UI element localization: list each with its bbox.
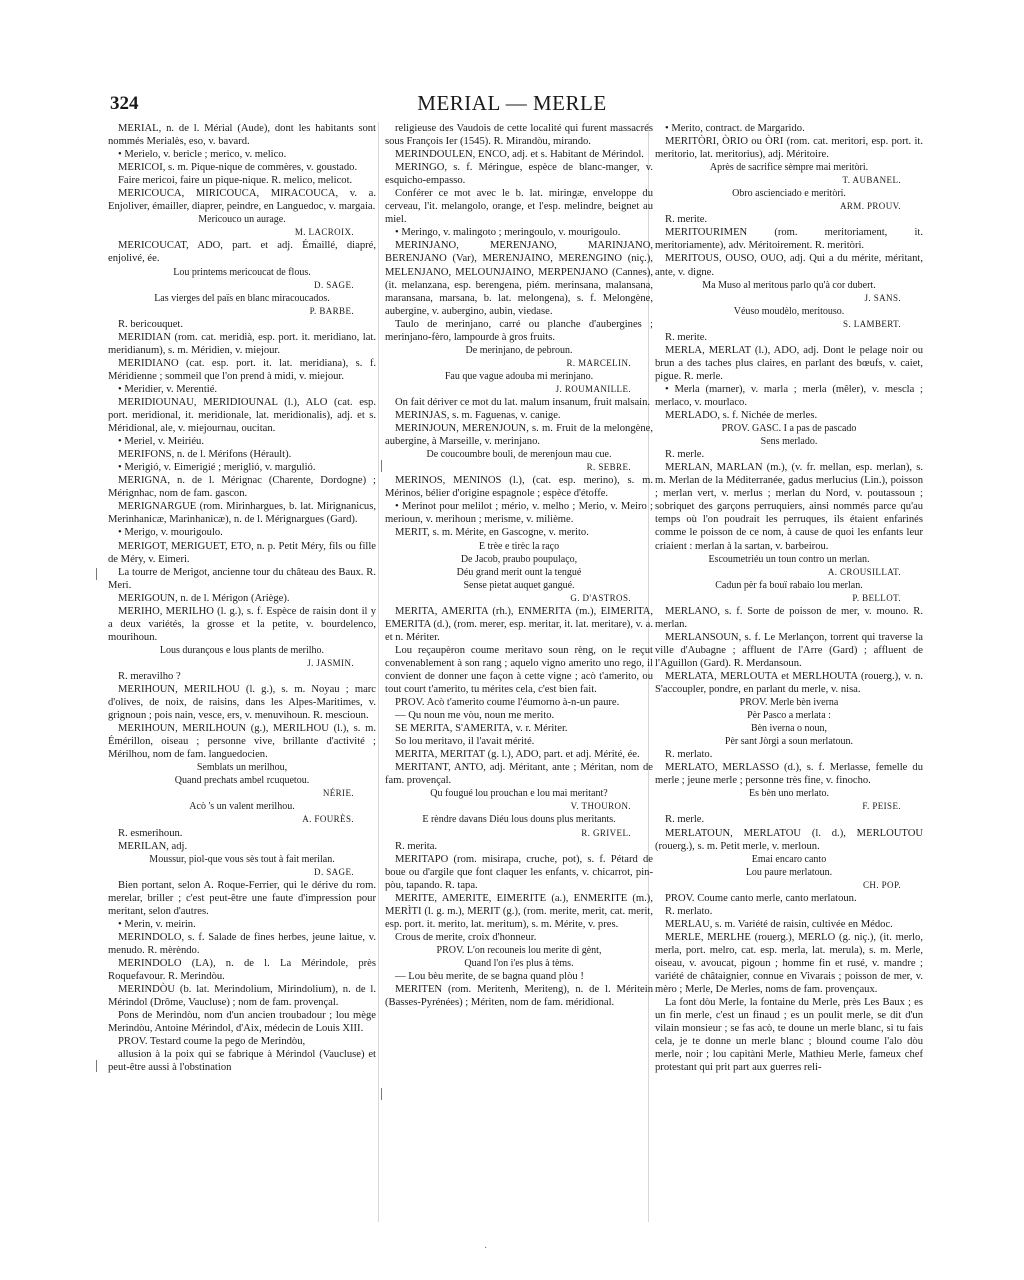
entry-paragraph: MERINGO, s. f. Méringue, espèce de blanc-manger, v. esquicho-empasso. bbox=[385, 162, 653, 187]
entry-paragraph: MERIGOT, MERIGUET, ETO, n. p. Petit Méry, fils ou fille de Méry, v. Eimeri. bbox=[108, 540, 376, 565]
entry-paragraph: On fait dériver ce mot du lat. malum insanum, fruit malsain. bbox=[395, 396, 651, 408]
page-header: MERIAL — MERLE bbox=[417, 91, 607, 115]
margin-mark bbox=[381, 1088, 382, 1100]
entry-paragraph: Obro ascienciado e meritòri. ARM. PROUV. bbox=[732, 188, 901, 212]
entry-paragraph: MERINJANO, MERENJANO, MARINJANO, BERENJANO (Var), MERENJAINO, MERENGINO (niç.), MELENJANO, MELOUNJAINO, MERPENJANO (Cannes), (it. melanzana, esp. berengena, piém. merinsana, malansana, maransana, marsana, b. lat. melongena), s. f. Melongène, aubergine, v. aubergino, aubin, viedase. bbox=[385, 240, 653, 317]
entry-paragraph: De coucoumbre bouli, de merenjoun mau cue. R. SEBRE. bbox=[426, 449, 631, 473]
entry-paragraph: Mericouco un aurage. M. LACROIX. bbox=[198, 214, 354, 238]
footer-mark: · bbox=[484, 1243, 488, 1254]
entry-paragraph: MERICOUCA, MIRICOUCA, MIRACOUCA, v. a. Enjoliver, émailler, diaprer, peindre, en Languedoc, v. margaia. bbox=[108, 188, 376, 213]
entry-paragraph: MERITE, AMERITE, EIMERITE (a.), ENMERITE (m.), MERÌTI (l. g. m.), MERIT (g.), (rom. merite, merit, cat. merit, esp. port. it. merito, lat. meritum), s. m. Mérite, v. pres. bbox=[385, 892, 653, 930]
entry-paragraph: MERINJAS, s. m. Faguenas, v. canige. bbox=[395, 410, 561, 422]
entry-paragraph: MERITOUS, OUSO, OUO, adj. Qui a du mérite, méritant, ante, v. digne. bbox=[655, 253, 923, 278]
entry-paragraph: • Meriel, v. Meiriéu. bbox=[118, 436, 204, 448]
entry-paragraph: Lou printems mericoucat de flous. D. SAGE. bbox=[173, 266, 354, 290]
entry-paragraph: Acò 's un valent merilhou. A. FOURÈS. bbox=[189, 801, 354, 825]
entry-paragraph: Las vierges del païs en blanc miracoucados. P. BARBE. bbox=[154, 292, 354, 316]
entry-paragraph: • Merla (marner), v. marla ; merla (mêler), v. mescla ; merlaco, v. mourlaco. bbox=[655, 383, 923, 408]
entry-paragraph: E trèe e tirèc la raço De Jacob, praubo poupulaço, Déu grand merit ount la tengué Sense pietat auquet gangué. G. D'ASTROS. bbox=[456, 540, 631, 603]
entry-paragraph: Crous de merite, croix d'honneur. bbox=[395, 931, 537, 943]
margin-mark bbox=[96, 568, 97, 580]
column-right bbox=[655, 122, 923, 1222]
entry-paragraph: MERINDOLO (LA), n. de l. La Mérindole, près Roquefavour. R. Merindòu. bbox=[108, 958, 376, 983]
entry-paragraph: Es bèn uno merlato. F. PEISE. bbox=[749, 788, 901, 812]
entry-paragraph: MERIDIANO (cat. esp. port. it. lat. meridiana), s. f. Méridienne ; sommeil que l'on prend à midi, v. miejour. bbox=[108, 357, 376, 382]
entry-paragraph: allusion à la poix qui se fabrique à Mérindol (Vaucluse) et peut-être aussi à l'obstination bbox=[108, 1049, 376, 1074]
entry-paragraph: MERIGNARGUE (rom. Mirinhargues, b. lat. Mirignanicus, Merinhanicæ, Marinhanicæ), n. de l. Mérignargues (Gard). bbox=[108, 501, 376, 526]
column-left bbox=[108, 122, 376, 1222]
entry-paragraph: E rèndre davans Diéu lous douns plus meritants. R. GRIVEL. bbox=[422, 814, 631, 838]
margin-mark bbox=[381, 460, 382, 472]
entry-paragraph: Semblats un merilhou, Quand prechats ambel rcuquetou. NÉRIE. bbox=[174, 762, 354, 799]
entry-paragraph: PROV. Testard coume la pego de Merindòu, bbox=[118, 1036, 306, 1048]
entry-paragraph: Bien portant, selon A. Roque-Ferrier, qui le dérive du rom. merelar, briller ; c'est peut-être une faute d'impression pour meritant, selon d'autres. bbox=[108, 879, 376, 917]
entry-paragraph: MERIHOUN, MERILHOU (l. g.), s. m. Noyau ; marc d'olives, de noix, de raisins, dans les Alpes-Maritimes, v. grignoun ; pois nain, vesce, ers, v. menuvihoun. R. mescioun. bbox=[108, 684, 376, 722]
entry-paragraph: MERIHO, MERILHO (l. g.), s. f. Espèce de raisin dont il y a deux variétés, la grosse et la petite, v. bourdelenco, mourihoun. bbox=[108, 605, 376, 643]
entry-paragraph: MERINJOUN, MERENJOUN, s. m. Fruit de la melongène, aubergine, à Marseille, v. merinjano. bbox=[385, 423, 653, 448]
entry-paragraph: Fau que vague adouba mi merinjano. J. ROUMANILLE. bbox=[444, 370, 631, 394]
entry-paragraph: Lous durançous e lous plants de merilho. J. JASMIN. bbox=[159, 644, 354, 668]
entry-paragraph: • Meringo, v. malingoto ; meringoulo, v. mourigoulo. bbox=[395, 227, 621, 239]
entry-paragraph: So lou meritavo, il l'avait mérité. bbox=[395, 736, 535, 748]
entry-paragraph: La tourre de Merigot, ancienne tour du château des Baux. R. Meri. bbox=[108, 566, 376, 591]
entry-paragraph: • Merigió, v. Eimerigié ; meriglió, v. margulió. bbox=[118, 462, 316, 474]
entry-paragraph: Après de sacrifice sèmpre mai meritòri. T. AUBANEL. bbox=[709, 162, 901, 186]
entry-paragraph: R. merite. bbox=[665, 331, 708, 343]
entry-paragraph: MERLA, MERLAT (l.), ADO, adj. Dont le pelage noir ou brun a des taches plus claires, en parlant des bœufs, v. caiet, pigue. R. merle. bbox=[655, 344, 923, 382]
entry-paragraph: PROV. L'on recouneis lou merite di gènt, Quand l'on i'es plus à tèms. bbox=[436, 944, 602, 969]
entry-paragraph: MERIDIOUNAU, MERIDIOUNAL (l.), ALO (cat. esp. port. meridional, it. meridionale, lat. meridionalis), adj. et s. Méridional, ale, v. miejournau, oucitan. bbox=[108, 396, 376, 435]
entry-paragraph: Véuso moudèlo, meritouso. S. LAMBERT. bbox=[733, 305, 901, 329]
entry-paragraph: MERIT, s. m. Mérite, en Gascogne, v. merito. bbox=[395, 527, 589, 539]
entry-paragraph: • Merinot pour melilot ; mério, v. melho ; Merio, v. Meiro ; merioun, v. merihoun ; merisme, v. milième. bbox=[385, 501, 653, 526]
entry-paragraph: MERINDÒU (b. lat. Merindolium, Mirindolium), n. de l. Mérindol (Drôme, Vaucluse) ; nom de fam. provençal. bbox=[108, 984, 376, 1009]
entry-paragraph: PROV. Acò t'amerito coume l'éumorno à-n-un paure. bbox=[395, 697, 620, 709]
margin-mark bbox=[96, 1060, 97, 1072]
entry-paragraph: MERLAU, s. m. Variété de raisin, cultivée en Médoc. bbox=[665, 918, 893, 930]
entry-paragraph: De merinjano, de pebroun. R. MARCELIN. bbox=[465, 344, 631, 368]
entry-paragraph: SE MERITA, S'AMERITA, v. r. Mériter. bbox=[395, 723, 568, 735]
column-rule bbox=[378, 122, 379, 1222]
entry-paragraph: Cadun pèr fa bouï rabaio lou merlan. P. BELLOT. bbox=[715, 579, 901, 603]
entry-paragraph: Moussur, piol-que vous sès tout à fait merilan. D. SAGE. bbox=[149, 853, 354, 877]
entry-paragraph: MERINDOLO, s. f. Salade de fines herbes, jeune laitue, v. menudo. R. mèrèndo. bbox=[108, 931, 376, 956]
entry-paragraph: MERLATA, MERLOUTA et MERLHOUTA (rouerg.), v. n. S'accoupler, pondre, en parlant du merle, v. nisa. bbox=[655, 670, 923, 696]
entry-paragraph: • Merielo, v. bericle ; merico, v. melico. bbox=[118, 149, 287, 161]
entry-paragraph: MERITOURIMEN (rom. meritoriament, it. meritoriamente), adv. Méritoirement. R. meritòri. bbox=[655, 227, 923, 252]
entry-paragraph: MERITEN (rom. Meritenh, Meriteng), n. de l. Méritein (Basses-Pyrénées) ; Mériten, nom de fam. méridional. bbox=[385, 984, 653, 1009]
entry-paragraph: MERLE, MERLHE (rouerg.), MERLO (g. niç.), (it. merlo, merla, port. melro, cat. esp. merla, lat. merula), s. m. Merle, oiseau, v. avoucat, pigoun ; homme fin et rusé, v. mandre ; variété de châtaignier, connue en Vivarais ; poisson de mer, v. mèro ; Merle, De Merles, noms de fam. provençaux. bbox=[655, 931, 923, 996]
entry-paragraph: Ma Muso al meritous parlo qu'à cor dubert. J. SANS. bbox=[702, 279, 901, 303]
entry-paragraph: Pons de Merindòu, nom d'un ancien troubadour ; lou mège Merindòu, Antoine Mérindol, d'Aix, médecin de Louis XIII. bbox=[108, 1010, 376, 1035]
entry-paragraph: R. meravilho ? bbox=[118, 670, 181, 682]
entry-paragraph: R. merle. bbox=[665, 449, 705, 461]
entry-paragraph: PROV. Merle bèn iverna Pèr Pasco a merlata : Bèn iverna o noun, Pèr sant Jòrgi a soun merlatoun. bbox=[724, 697, 854, 748]
entry-paragraph: PROV. GASC. I a pas de pascado Sens merlado. bbox=[721, 423, 857, 448]
entry-paragraph: MERLATOUN, MERLATOU (l. d.), MERLOUTOU (rouerg.), s. m. Petit merle, v. merloun. bbox=[655, 827, 923, 852]
entry-paragraph: R. merlato. bbox=[665, 749, 713, 761]
entry-paragraph: MERICOUCAT, ADO, part. et adj. Émaillé, diapré, enjolivé, ée. bbox=[108, 240, 376, 265]
entry-paragraph: R. merite. bbox=[665, 214, 708, 226]
entry-paragraph: • Merigo, v. mourigoulo. bbox=[118, 527, 223, 539]
entry-paragraph: MERIGNA, n. de l. Mérignac (Charente, Dordogne) ; Mérignhac, nom de fam. gascon. bbox=[108, 475, 376, 500]
entry-paragraph: MERINDOULEN, ENCO, adj. et s. Habitant de Mérindol. bbox=[395, 149, 644, 161]
column-middle bbox=[385, 122, 653, 1222]
entry-paragraph: MERILAN, adj. bbox=[118, 840, 188, 852]
entry-paragraph: Qu fougué lou prouchan e lou mai meritant? V. THOURON. bbox=[430, 788, 631, 812]
entry-paragraph: Taulo de merinjano, carré ou planche d'aubergines ; merinjano-fèro, lampourde à gros fruits. bbox=[385, 318, 653, 343]
entry-paragraph: R. merlato. bbox=[665, 905, 713, 917]
entry-paragraph: MERIFONS, n. de l. Mérifons (Hérault). bbox=[118, 449, 292, 461]
entry-paragraph: MERITAPO (rom. misirapa, cruche, pot), s. f. Pétard de boue ou d'argile que font claquer les enfants, v. chicarrot, pin-pòu, tapando. R. tapa. bbox=[385, 853, 653, 891]
entry-paragraph: R. merle. bbox=[665, 814, 705, 826]
entry-paragraph: MERIGOUN, n. de l. Mérigon (Ariège). bbox=[118, 592, 290, 604]
entry-paragraph: MERIAL, n. de l. Mérial (Aude), dont les habitants sont nommés Merialès, eso, v. bavard. bbox=[108, 123, 376, 148]
entry-paragraph: MERLAN, MARLAN (m.), (v. fr. mellan, esp. merlan), s. m. Merlan de la Méditerranée, gadus merlucius (Lin.), poisson ; merlan vert, v. merlus ; merlan du Nord, v. poutassoun ; sobriquet des garçons perruquiers, ainsi nommés parce qu'au temps où l'on poudrait les perruques, ils étaient enfarinés comme le poisson de ce nom, à cause de quoi les enfants leur criaient : merlan à la sartan, v. barbeirou. bbox=[655, 462, 923, 552]
entry-paragraph: R. bericouquet. bbox=[118, 318, 184, 330]
entry-paragraph: MERLADO, s. f. Nichée de merles. bbox=[665, 410, 818, 422]
entry-paragraph: Faire mericoi, faire un pique-nique. R. melico, melicot. bbox=[118, 175, 353, 187]
entry-paragraph: MERITÒRI, ÒRIO ou ÒRI (rom. cat. meritori, esp. port. it. meritorio, lat. meritorius), adj. Méritoire. bbox=[655, 136, 923, 161]
entry-paragraph: religieuse des Vaudois de cette localité qui furent massacrés sous François Ier (1545). R. Mirandòu, mirando. bbox=[385, 123, 653, 148]
entry-paragraph: R. merita. bbox=[395, 840, 438, 852]
entry-paragraph: Escoumetriéu un toun contro un merlan. A. CROUSILLAT. bbox=[708, 553, 901, 577]
entry-paragraph: • Merito, contract. de Margarido. bbox=[665, 123, 805, 134]
entry-paragraph: • Meridier, v. Merentié. bbox=[118, 383, 218, 395]
entry-paragraph: Conférer ce mot avec le b. lat. miringæ, enveloppe du cerveau, l'it. melangolo, orange, et l'esp. melindre, beignet au miel. bbox=[385, 188, 653, 226]
entry-paragraph: MERITA, AMERITA (rh.), ENMERITA (m.), EIMERITA, EMERITA (d.), (rom. merer, esp. meritar, it. lat. meritare), v. a. et n. Mériter. bbox=[385, 605, 653, 643]
entry-paragraph: — Lou bèu merite, de se bagna quand plòu ! bbox=[395, 971, 584, 983]
entry-paragraph: PROV. Coume canto merle, canto merlatoun. bbox=[665, 892, 857, 904]
entry-paragraph: MERINOS, MENINOS (l.), (cat. esp. merino), s. m. Mérinos, bélier d'origine espagnole ; espèce d'étoffe. bbox=[385, 475, 653, 500]
entry-paragraph: La font dòu Merle, la fontaine du Merle, près Les Baux ; es un fin merle, c'est un finaud ; es un poulit merle, se dit d'un vilain monsieur ; se fas acò, te doune un merle blanc, si tu fais cela, je te donne un merle blanc ; blound coume l'alo dòu merle, noir ; lou capitàni Merle, Mathieu Merle, fameux chef protestant qui prit part aux guerres reli- bbox=[655, 997, 923, 1074]
entry-paragraph: MERITA, MERITAT (g. l.), ADO, part. et adj. Mérité, ée. bbox=[395, 749, 640, 761]
entry-paragraph: R. esmerihoun. bbox=[118, 827, 183, 839]
entry-paragraph: MERLANSOUN, s. f. Le Merlançon, torrent qui traverse la ville d'Aubagne ; affluent de l'Arre (Gard) ; affluent de l'Aguillon (Gard). R. Merdansoun. bbox=[655, 631, 923, 669]
entry-paragraph: Lou reçaupèron coume meritavo soun rèng, on le reçut convenablement à son rang ; aquelo vigno amerito uno rego, il convient de donner une façon à cette vigne ; acò t'amerito, ou tout court t'amerito, tu mérites cela, c'est bien fait. bbox=[385, 644, 653, 696]
entry-paragraph: MERLANO, s. f. Sorte de poisson de mer, v. mouno. R. merlan. bbox=[655, 605, 923, 630]
entry-paragraph: MERIDIAN (rom. cat. meridià, esp. port. it. meridiano, lat. meridianum), s. m. Méridien, v. miejour. bbox=[108, 331, 376, 356]
entry-paragraph: MERICOI, s. m. Pique-nique de commères, v. goustado. bbox=[118, 162, 358, 174]
entry-paragraph: — Qu noun me vòu, noun me merito. bbox=[395, 710, 555, 722]
entry-paragraph: MERITANT, ANTO, adj. Méritant, ante ; Méritan, nom de fam. provençal. bbox=[385, 762, 653, 787]
entry-paragraph: MERLATO, MERLASSO (d.), s. f. Merlasse, femelle du merle ; jeune merle ; personne très fine, v. finocho. bbox=[655, 762, 923, 787]
entry-paragraph: MERIHOUN, MERILHOUN (g.), MERILHOU (l.), s. m. Émérillon, oiseau ; personne vive, brillante d'activité ; Mérilhou, nom de fam. languedocien. bbox=[108, 723, 376, 761]
entry-paragraph: • Merin, v. meirin. bbox=[118, 918, 196, 930]
entry-paragraph: Emai encaro canto Lou paure merlatoun. CH. POP. bbox=[745, 853, 901, 890]
page-number: 324 bbox=[110, 93, 139, 114]
